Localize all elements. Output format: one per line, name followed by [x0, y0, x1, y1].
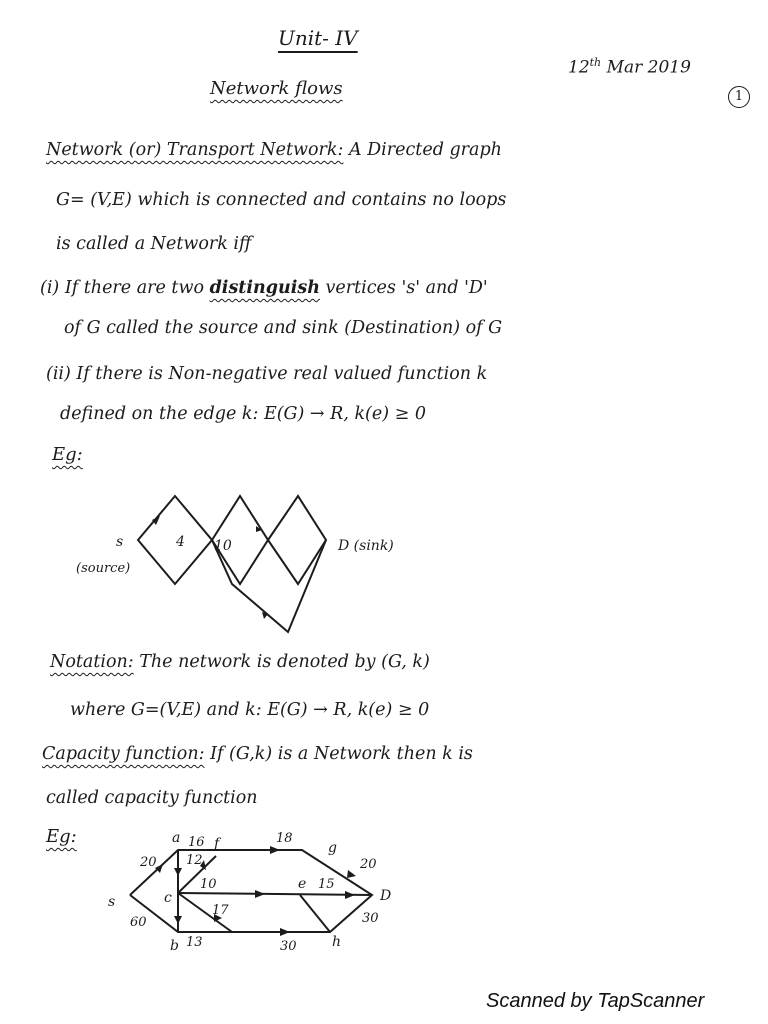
scanner-watermark: Scanned by TapScanner: [486, 990, 705, 1012]
unit-title: Unit- IV: [278, 26, 358, 50]
weight-sb: 60: [130, 915, 147, 930]
notation-line-1-rest: The network is denoted by (G, k): [139, 652, 430, 672]
sink-node-label: D (sink): [338, 538, 394, 554]
weight-fg: 18: [276, 831, 293, 846]
arrow-g-D: [347, 870, 356, 878]
weight-bh2: 30: [280, 939, 297, 954]
capacity-line-1-rest: If (G,k) is a Network then k is: [210, 744, 473, 764]
page-number: 1: [728, 86, 750, 108]
edge-c-D: [178, 893, 372, 895]
network-diagram-2: [108, 830, 391, 954]
node-h: h: [332, 934, 342, 950]
node-s: s: [108, 894, 116, 910]
node-a: a: [172, 830, 181, 846]
source-caption: (source): [76, 561, 131, 576]
weight-cb: 17: [212, 903, 229, 918]
arrow-a-c: [174, 868, 182, 876]
weight-gD: 20: [360, 857, 377, 872]
weight-sa: 20: [140, 855, 157, 870]
condition-2-line-1: (ii) If there is Non-negative real valued function k: [46, 364, 488, 384]
date-rest: Mar 2019: [606, 57, 691, 78]
condition-2-line-2: defined on the edge k: E(G) → R, k(e) ≥ 0: [60, 404, 426, 424]
edge-e-h: [300, 895, 330, 932]
page-title: Network flows: [210, 78, 343, 99]
date-suffix: th: [589, 56, 602, 69]
diamond-1: [138, 496, 212, 584]
diamond-3: [268, 496, 326, 584]
node-b: b: [170, 938, 179, 954]
weight-10: 10: [214, 538, 232, 554]
condition-1-line-2: of G called the source and sink (Destination) of G: [64, 318, 503, 338]
node-g: g: [328, 840, 337, 856]
capacity-term: Capacity function:: [42, 744, 205, 764]
definition-line-2: G= (V,E) which is connected and contains no loops: [56, 190, 507, 210]
condition-1-a: (i) If there are two: [40, 278, 204, 298]
source-node-label: s: [116, 534, 124, 550]
weight-bh: 13: [186, 935, 203, 950]
definition-term: Network (or) Transport Network:: [46, 140, 344, 160]
node-D: D: [380, 888, 392, 904]
arrow-c-b: [174, 916, 182, 924]
notation-line-2: where G=(V,E) and k: E(G) → R, k(e) ≥ 0: [70, 700, 430, 720]
node-e: e: [298, 876, 307, 892]
weight-cf: 10: [200, 877, 217, 892]
date-day: 12: [568, 57, 590, 78]
arrow-f-g: [270, 846, 280, 854]
arrow-e-D: [345, 891, 355, 899]
weight-af: 16: [188, 835, 205, 850]
weight-ce: 15: [318, 877, 335, 892]
arrow-b-h: [280, 928, 290, 936]
weight-ac: 12: [186, 853, 203, 868]
example-2-label: Eg:: [46, 826, 77, 847]
notation-term: Notation:: [50, 652, 134, 672]
node-f: f: [214, 836, 220, 852]
weight-4: 4: [176, 534, 185, 550]
weight-hD: 30: [362, 911, 379, 926]
condition-1-word: distinguish: [209, 278, 320, 298]
capacity-line-2: called capacity function: [46, 788, 258, 808]
node-c: c: [164, 890, 172, 906]
arrow-c-e: [255, 890, 265, 898]
condition-1-b: vertices 's' and 'D': [325, 278, 488, 298]
example-1-label: Eg:: [52, 444, 83, 465]
network-diagram-1: [76, 496, 394, 632]
definition-line-3: is called a Network iff: [56, 234, 252, 254]
definition-line-1-rest: A Directed graph: [348, 140, 502, 160]
